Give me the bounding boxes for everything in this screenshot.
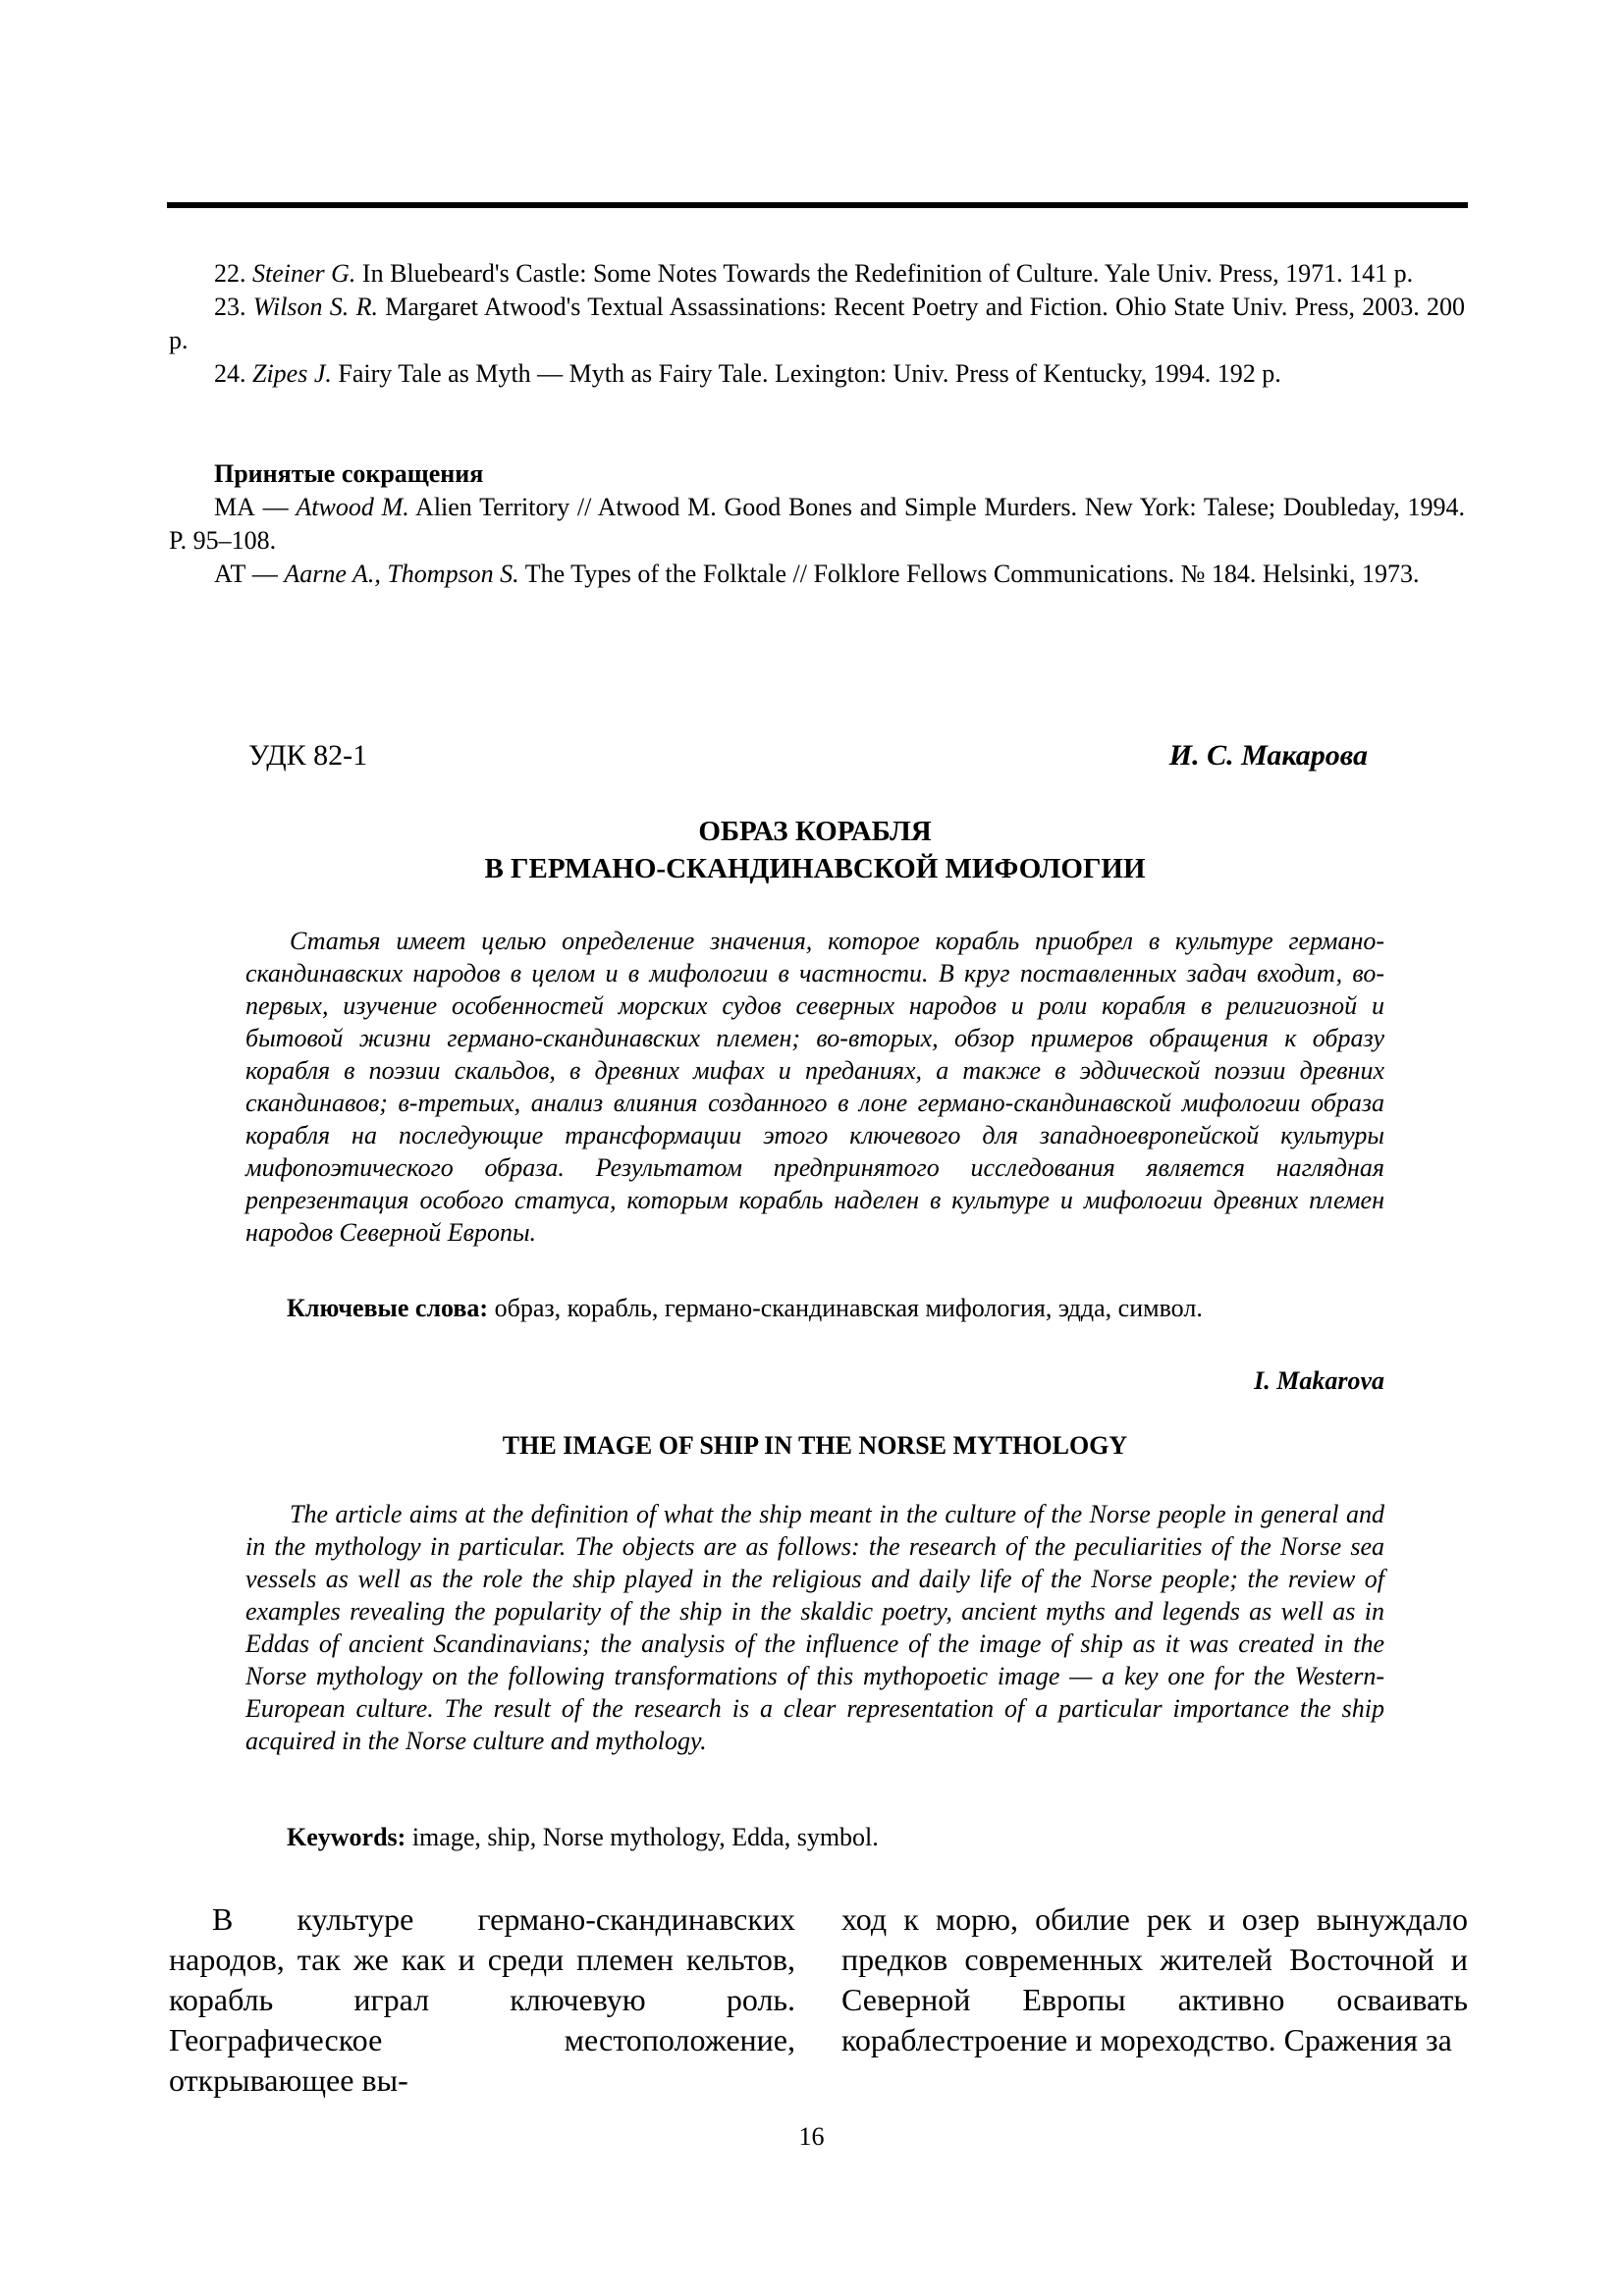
reference-item: 22. Steiner G. In Bluebeard's Castle: Some Notes Towards the Redefinition of Culture. Yale Univ. Press, 1971. 141 p. (214, 259, 1414, 288)
reference-item: 23. Wilson S. R. Margaret Atwood's Textual Assassinations: Recent Poetry and Fiction. Ohio State Univ. Press, 2003. 200 p. (169, 293, 1466, 354)
keywords-label: Ключевые слова: (287, 1294, 489, 1322)
abbreviations-heading: Принятые сокращения (214, 459, 484, 488)
title-line: В ГЕРМАНО-СКАНДИНАВСКОЙ МИФОЛОГИИ (484, 853, 1146, 884)
body-column-right: ход к морю, обилие рек и озер вынуждало предков современных жителей Восточной и Северной Европы активно осваивать кораблестроение и мореходство. Сражения за (841, 1901, 1468, 2057)
article-title-ru (245, 813, 1384, 887)
keywords-label: Keywords: (287, 1823, 406, 1851)
article-title-en: THE IMAGE OF SHIP IN THE NORSE MYTHOLOGY (502, 1431, 1128, 1460)
abstract-ru: Статья имеет целью определение значения, которое корабль приобрел в культуре германо-скандинавских народов в целом и в мифологии в частности. В круг поставленных задач входит, во-первых, изучение особенностей морских судов северных народов и роли корабля в религиозной и бытовой жизни германо-скандинавских племен; во-вторых, обзор примеров обращения к образу корабля в поэзии скальдов, в древних мифах и преданиях, а также в эддической поэзии древних скандинавов; в-третьих, анализ влияния созданного в лоне германо-скандинавской мифологии образа корабля на последующие трансформации этого ключевого для западноевропейской культуры мифопоэтического образа. Результатом предпринятого исследования является наглядная репрезентация особого статуса, которым корабль наделен в культуре и мифологии древних племен народов Северной Европы. (245, 927, 1384, 1247)
udk-code: УДК 82-1 (248, 739, 368, 772)
author-name-ru: И. С. Макарова (1168, 739, 1368, 772)
abbreviation-item: МА — Atwood M. Alien Territory // Atwood M. Good Bones and Simple Murders. New York: Talese; Doubleday, 1994. P. 95–108. (169, 493, 1466, 555)
abbreviation-item: АТ — Aarne A., Thompson S. The Types of the Folktale // Folklore Fellows Communications. № 184. Helsinki, 1973. (214, 560, 1420, 588)
author-name-en: I. Makarova (1254, 1366, 1384, 1395)
keywords-ru: Ключевые слова: образ, корабль, германо-скандинавская мифология, эдда, символ. (287, 1294, 1203, 1322)
keywords-en: Keywords: image, ship, Norse mythology, Edda, symbol. (287, 1823, 879, 1851)
abbreviations-section (169, 457, 1465, 591)
page-number: 16 (798, 2122, 825, 2151)
reference-list (169, 257, 1465, 391)
top-rule (167, 202, 1468, 208)
body-column-left: В культуре германо-скандинавских народов, так же как и среди племен кельтов, корабль играл ключевую роль. Географическое местоположение, открывающее вы- (169, 1901, 795, 2098)
abstract-en: The article aims at the definition of what the ship meant in the culture of the Norse people in general and in the mythology in particular. The objects are as follows: the research of the peculiarities of the Norse sea vessels as well as the role the ship played in the religious and daily life of the Norse people; the review of examples revealing the popularity of the ship in the skaldic poetry, ancient myths and legends as well as in Eddas of ancient Scandinavians; the analysis of the influence of the image of ship as it was created in the Norse mythology on the following transformations of this mythopoetic image — a key one for the Western-European culture. The result of the research is a clear representation of a particular importance the ship acquired in the Norse culture and mythology. (245, 1500, 1384, 1755)
title-line: ОБРАЗ КОРАБЛЯ (698, 816, 932, 847)
reference-item: 24. Zipes J. Fairy Tale as Myth — Myth as Fairy Tale. Lexington: Univ. Press of Kentucky, 1994. 192 p. (214, 359, 1281, 388)
